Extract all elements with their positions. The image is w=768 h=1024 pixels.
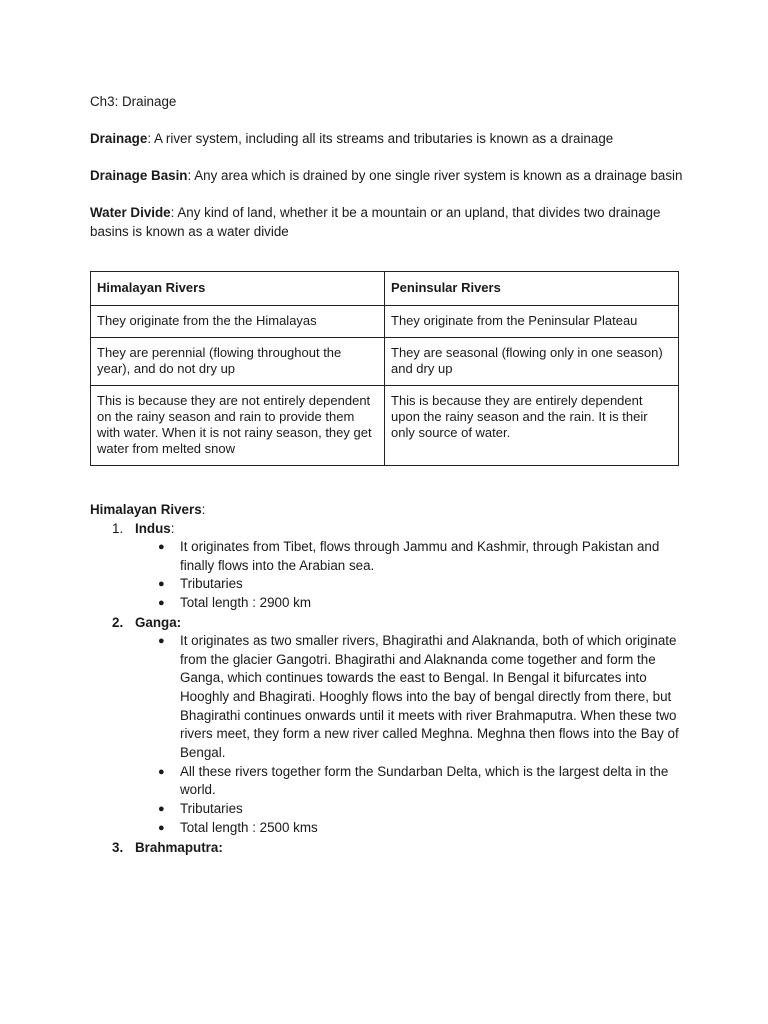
section-title-colon: : [201,502,206,517]
point-text: Tributaries [180,801,243,817]
definition-term: Drainage [90,131,148,146]
definition-term: Water Divide [90,205,171,220]
table-header-row [91,272,679,306]
definition-drainage [90,129,685,148]
himalayan-rivers-section [90,500,685,857]
river-name-colon: : [176,614,182,630]
list-item-indus [90,519,685,613]
point-text: Total length : 2500 kms [180,819,318,835]
document-page [90,92,685,857]
section-title-text: Himalayan Rivers [90,502,202,517]
list-number: 2. [112,614,124,630]
table-row [91,338,679,386]
definition-water-divide [90,203,685,241]
bullet-icon: ● [158,597,165,610]
list-item [135,538,685,575]
table-row [91,386,679,466]
bullet-icon: ● [158,803,165,816]
river-name-colon: : [218,839,223,855]
table-cell: They originate from the Peninsular Plateau [385,306,679,338]
river-name: Indus [135,521,171,536]
river-name: Brahmaputra [135,839,219,855]
point-text: All these rivers together form the Sundarban Delta, which is the largest delta in the world. [180,763,669,798]
bullet-icon: ● [158,578,165,591]
bullet-icon: ● [158,765,165,778]
table-cell: This is because they are not entirely dependent on the rainy season and rain to provide them with water. When it is not rainy season, they get water from melted snow [91,386,385,466]
list-number: 1. [112,521,124,536]
table-cell: This is because they are entirely dependent upon the rainy season and the rain. It is their only source of water. [385,386,679,466]
point-text: It originates from Tibet, flows through Jammu and Kashmir, through Pakistan and finally flows into the Arabian sea. [180,539,660,573]
table-cell: They are seasonal (flowing only in one season) and dry up [385,338,679,386]
list-item [135,632,685,763]
definition-text: : A river system, including all its streams and tributaries is known as a drainage [147,131,614,146]
list-item [135,763,685,800]
table-row [91,306,679,338]
table-cell: They are perennial (flowing throughout the year), and do not dry up [91,338,385,386]
definition-text: : Any kind of land, whether it be a mountain or an upland, that divides two drainage basins is known as a water divide [90,205,661,239]
list-item [135,800,685,819]
list-item [135,594,685,613]
definition-text: : Any area which is drained by one single river system is known as a drainage basin [187,168,683,183]
comparison-table [90,271,679,466]
bullet-icon: ● [158,541,165,553]
list-item-ganga [90,613,685,838]
list-number: 3. [112,839,124,855]
list-item-brahmaputra [90,838,685,857]
bullet-icon: ● [158,821,165,834]
point-text: Total length : 2900 km [180,595,312,611]
river-name-colon: : [170,521,175,536]
definition-drainage-basin [90,166,685,185]
section-title [90,500,685,519]
point-text: It originates as two smaller rivers, Bhagirathi and Alaknanda, both of which originate from the glacier Gangotri. Bhagirathi and Alaknanda come together and form the Ganga, which continues towards the east to Bengal. In Bengal it bifurcates into Hooghly and Bhagirati. Hooghly flows into the bay of bengal directly from there, but Bhagirathi continues onwards until it meets with river Brahmaputra. When these two rivers meet, they form a new river called Meghna. Meghna then flows into the Bay of Bengal. [180,632,679,761]
river-points [135,538,685,613]
table-cell: They originate from the the Himalayas [91,306,385,338]
table-header-himalayan: Himalayan Rivers [91,272,385,306]
table-header-peninsular: Peninsular Rivers [385,272,679,306]
river-name: Ganga [135,614,177,630]
list-item [135,575,685,594]
definition-term: Drainage Basin [90,168,188,183]
list-item [135,819,685,838]
point-text: Tributaries [180,576,243,592]
chapter-title: Ch3: Drainage [90,94,177,109]
rivers-list [90,519,685,857]
river-points [135,632,685,838]
bullet-icon: ● [158,634,165,647]
